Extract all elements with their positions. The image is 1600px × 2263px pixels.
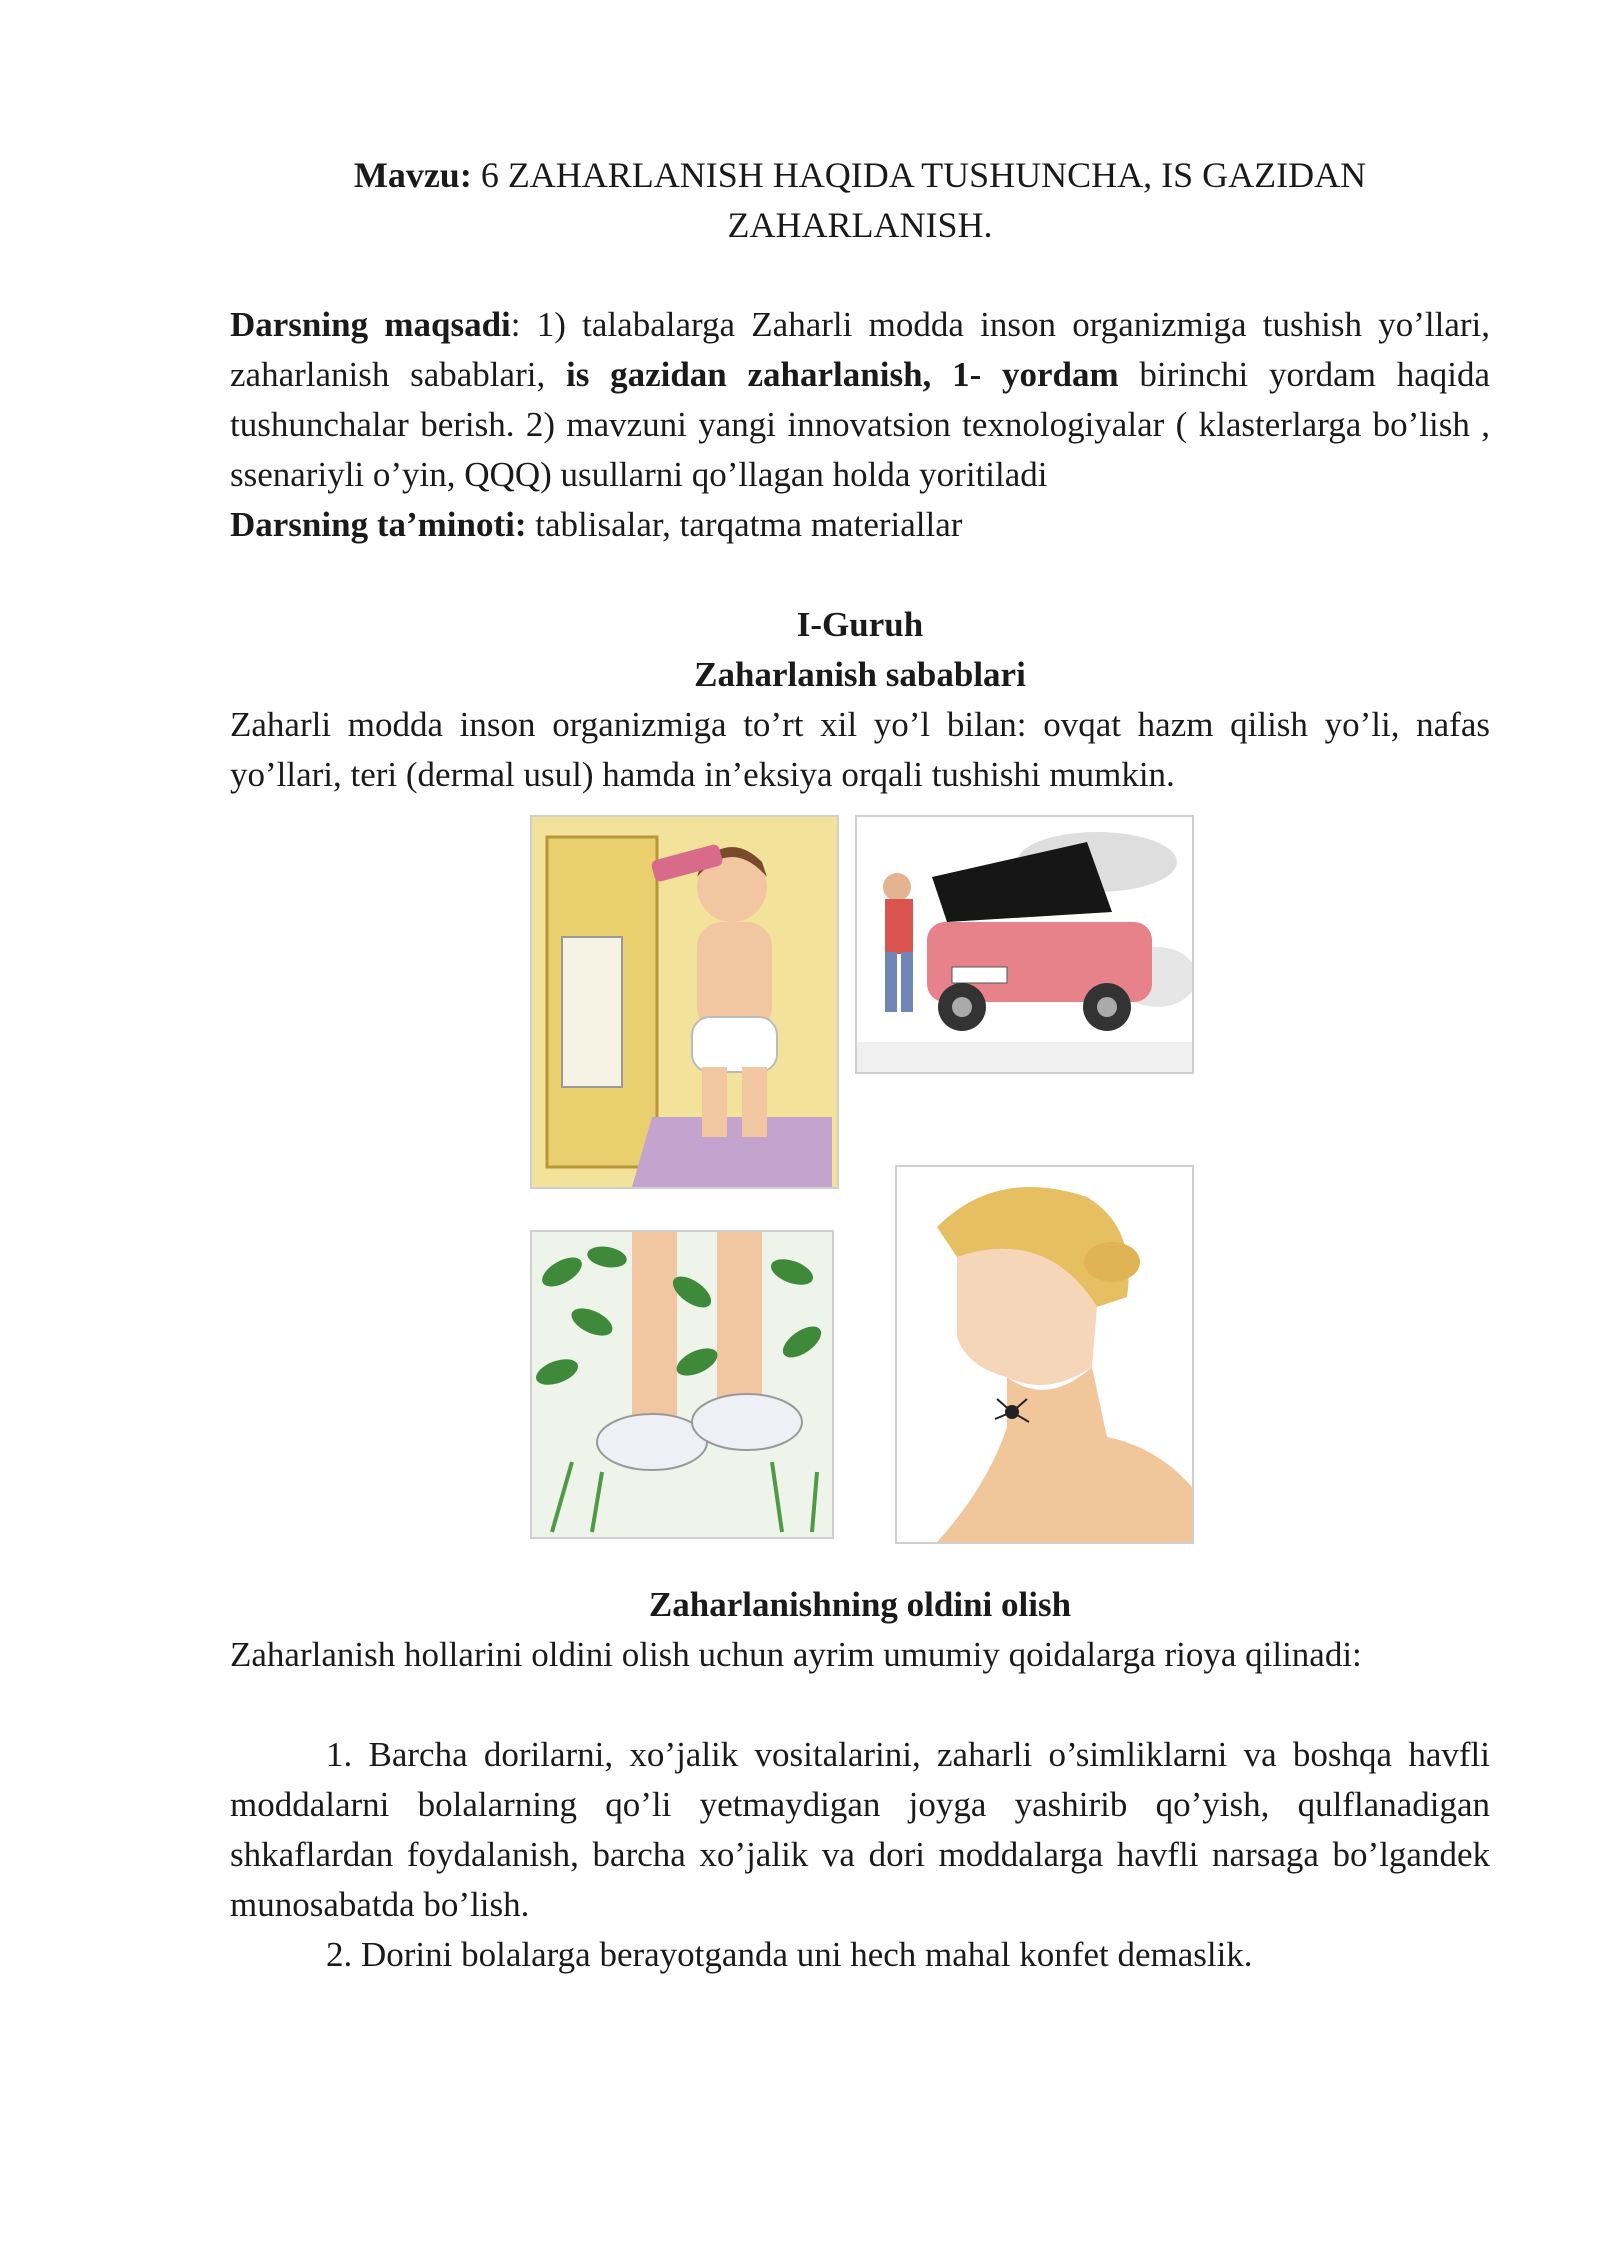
car-exhaust-illustration [855,815,1194,1074]
goal-bold-text: is gazidan zaharlanish, 1- yordam [565,355,1119,394]
goal-text-2: birinchi yordam haqida tushunchalar berish. 2) mavzuni yangi innovatsion texnologiyalar ( klasterlarga bo’lish , ssenariyli o’yin, QQQ) usullarni qo’llagan holda yoritiladi [230,355,1490,494]
group-heading: I-Guruh [796,605,924,644]
goal-text-1: : 1) talabalarga Zaharli modda inson organizmiga tushish yo’llari, zaharlanish sabablari, [230,305,1490,394]
child-drinking-illustration [530,815,839,1189]
equipment-label: Darsning ta’minoti: [230,505,527,544]
page-title [230,150,1490,250]
equipment-text: tablisalar, tarqatma materiallar [535,505,963,544]
prevention-item-2: 2. Dorini bolalarga berayotganda uni hech mahal konfet demaslik. [326,1935,1253,1974]
prevention-intro: Zaharlanish hollarini oldini olish uchun ayrim umumiy qoidalarga rioya qilinadi: [230,1635,1362,1674]
title-line2: ZAHARLANISH. [727,205,993,245]
prevention-item-1: 1. Barcha dorilarni, xo’jalik vositalarini, zaharli o’simliklarni va boshqa havfli moddalarni bolalarning qo’li yetmaydigan joyga yashirib qo’yish, qulflanadigan shkaflardan foydalanish, barcha xo’jalik va dori moddalarga havfli narsaga bo’lgandek munosabatda bo’lish. [230,1735,1490,1924]
lesson-equipment-paragraph [230,500,1490,550]
legs-in-plants-illustration [530,1230,834,1539]
goal-label: Darsning maqsadi [230,305,511,344]
title-prefix: Mavzu: [353,155,472,195]
title-text: 6 ZAHARLANISH HAQIDA TUSHUNCHA, IS GAZIDAN [480,155,1367,195]
spider-bite-illustration [895,1165,1194,1544]
poisoning-routes-figure [530,815,1190,1540]
group-text: Zaharli modda inson organizmiga to’rt xil yo’l bilan: ovqat hazm qilish yo’li, nafas yo’llari, teri (dermal usul) hamda in’eksiya orqali tushishi mumkin. [230,705,1490,794]
lesson-goal-paragraph [230,300,1490,500]
group-subheading: Zaharlanish sabablari [694,655,1026,694]
prevention-heading: Zaharlanishning oldini olish [648,1585,1072,1624]
